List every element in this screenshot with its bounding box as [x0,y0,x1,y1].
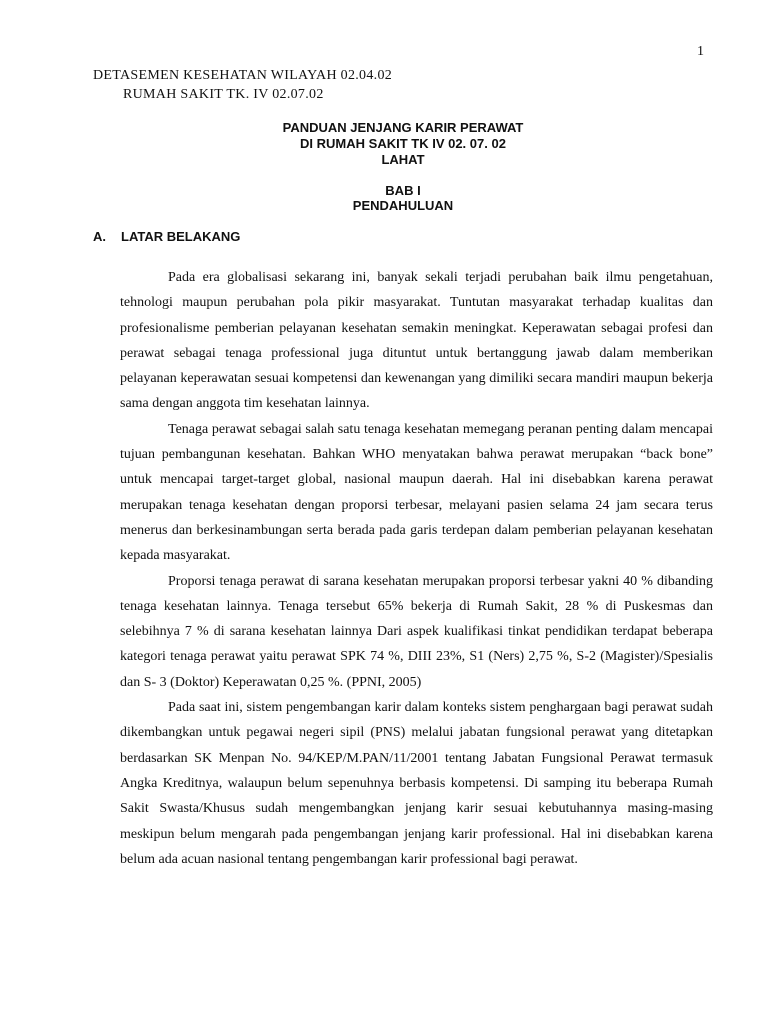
header-line-1: DETASEMEN KESEHATAN WILAYAH 02.04.02 [93,68,393,83]
section-title: LATAR BELAKANG [121,229,241,244]
section-letter: A. [93,229,106,244]
title-line-2: DI RUMAH SAKIT TK IV 02. 07. 02 [300,136,506,151]
title-line-3: LAHAT [381,152,425,167]
section-heading [93,229,240,244]
body-text [120,265,713,872]
page-number: 1 [697,44,704,59]
paragraph: Tenaga perawat sebagai salah satu tenaga kesehatan memegang peranan penting dalam mencapai tujuan pembangunan kesehatan. Bahkan WHO menyatakan bahwa perawat merupakan “back bone” untuk mencapai target-target global, nasional maupun daerah. Hal ini disebabkan karena perawat merupakan tenaga kesehatan dengan proporsi terbesar, melayani pasien selama 24 jam secara terus menerus dan berkesinambungan serta berada pada garis terdepan dalam pemberian pelayanan kesehatan kepada masyarakat. [120,421,713,564]
paragraph: Proporsi tenaga perawat di sarana kesehatan merupakan proporsi terbesar yakni 40 % dibanding tenaga kesehatan lainnya. Tenaga tersebut 65% bekerja di Rumah Sakit, 28 % di Puskesmas dan selebihnya 7 % di sarana kesehatan lainnya Dari aspek kualifikasi tinkat pendidikan terdapat beberapa kategori tenaga perawat yaitu perawat SPK 74 %, DIII 23%, S1 (Ners) 2,75 %, S-2 (Magister)/Spesialis dan S- 3 (Doktor) Keperawatan 0,25 %. (PPNI, 2005) [120,573,713,690]
paragraph: Pada saat ini, sistem pengembangan karir dalam konteks sistem penghargaan bagi perawat sudah dikembangkan untuk pegawai negeri sipil (PNS) melalui jabatan fungsional perawat yang ditetapkan berdasarkan SK Menpan No. 94/KEP/M.PAN/11/2001 tentang Jabatan Fungsional Perawat termasuk Angka Kreditnya, walaupun belum sepenuhnya berbasis kompetensi. Di samping itu beberapa Rumah Sakit Swasta/Khusus sudah mengembangkan jenjang karir sesuai kebutuhannya masing-masing meskipun belum mengarah pada pengembangan jenjang karir professional. Hal ini disebabkan karena belum ada acuan nasional tentang pengembangan karir professional bagi perawat. [120,700,713,867]
header-line-2: RUMAH SAKIT TK. IV 02.07.02 [123,87,324,102]
paragraph: Pada era globalisasi sekarang ini, banyak sekali terjadi perubahan baik ilmu pengetahuan, tehnologi maupun perubahan pola pikir masyarakat. Tuntutan masyarakat terhadap kualitas dan profesionalisme pemberian pelayanan kesehatan semakin meningkat. Keperawatan sebagai profesi dan perawat sebagai tenaga professional juga dituntut untuk bertanggung jawab dalam memberikan pelayanan keperawatan sesuai kompetensi dan kewenangan yang dimiliki secara mandiri maupun bekerja sama dengan anggota tim kesehatan lainnya. [120,270,713,412]
chapter-name: PENDAHULUAN [352,198,454,213]
chapter-number: BAB I [385,183,421,198]
title-line-1: PANDUAN JENJANG KARIR PERAWAT [282,120,524,135]
